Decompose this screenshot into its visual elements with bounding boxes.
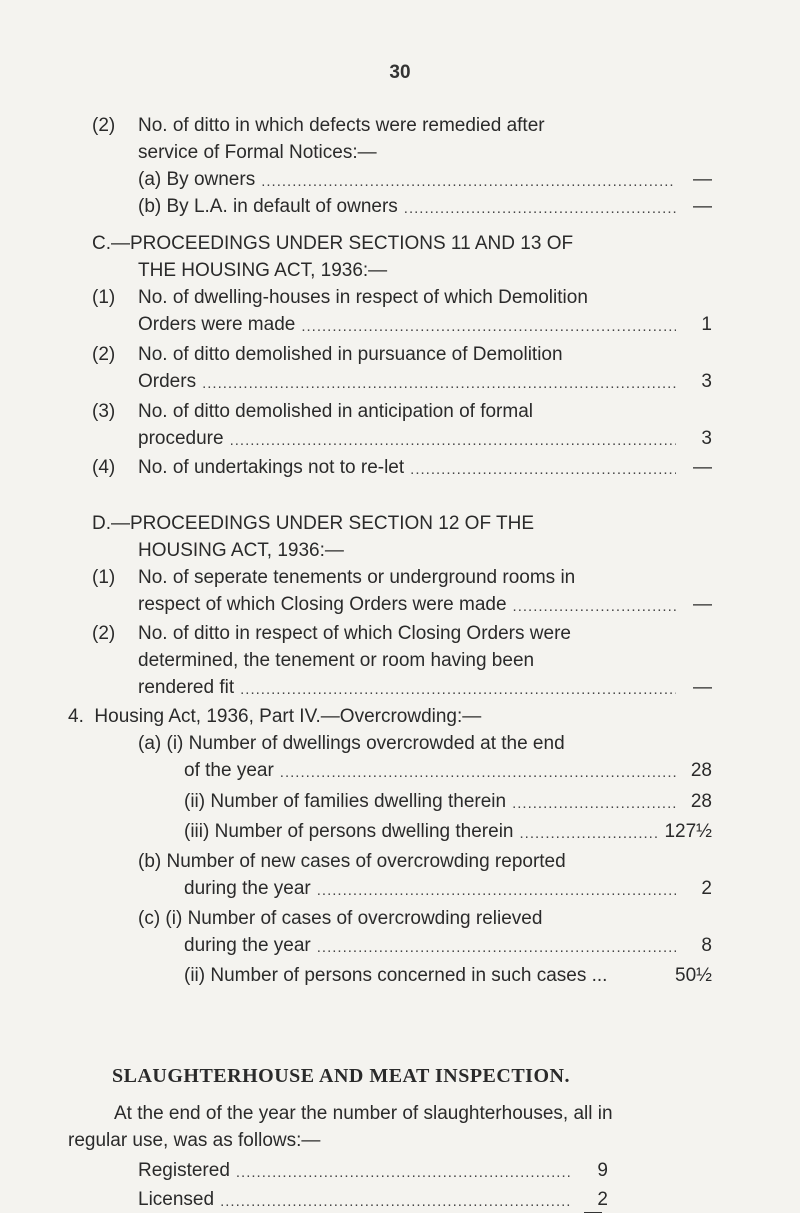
- value-line: [138, 368, 712, 395]
- line-label: Registered: [138, 1160, 230, 1181]
- line-value: 50½: [675, 965, 712, 986]
- section-d-item-1: [92, 564, 712, 618]
- line-value: 8: [701, 935, 712, 956]
- line-value: —: [693, 457, 712, 478]
- heading-line: HOUSING ACT, 1936:—: [138, 540, 344, 561]
- section-c-item-4: [92, 454, 712, 481]
- overcrowding-a-ii: [184, 788, 712, 815]
- item-number: (2): [92, 344, 116, 365]
- line-label: procedure: [138, 428, 224, 449]
- section-c-item-2: [92, 341, 712, 395]
- overcrowding-a-iii: [184, 818, 712, 845]
- overcrowding-c-ii: [184, 962, 712, 989]
- slaughter-paragraph: [68, 1100, 718, 1154]
- value-line: [138, 674, 712, 701]
- leader-dots: [261, 171, 676, 193]
- line-value: —: [693, 594, 712, 615]
- line-value: 2: [701, 878, 712, 899]
- licensed-row: [138, 1186, 608, 1213]
- section-d-item-2: [92, 620, 712, 701]
- value-line: [184, 818, 712, 845]
- leader-dots: [230, 430, 676, 452]
- text-line: No. of dwelling-houses in respect of which Demolition: [138, 287, 588, 308]
- leader-dots: [317, 880, 676, 902]
- section-4-heading: 4. Housing Act, 1936, Part IV.—Overcrowding:—: [68, 706, 482, 727]
- leader-dots: [512, 793, 676, 815]
- value-line: [138, 1186, 608, 1213]
- item-number: (2): [92, 623, 116, 644]
- page-number: 30: [389, 62, 411, 83]
- registered-row: [138, 1157, 608, 1184]
- leader-dots: [404, 198, 676, 220]
- line-value: —: [693, 677, 712, 698]
- text-line: service of Formal Notices:—: [138, 142, 377, 163]
- line-value: 28: [690, 760, 712, 781]
- line-value: 2: [597, 1189, 608, 1210]
- text-line: No. of ditto in respect of which Closing Orders were: [138, 623, 571, 644]
- line-label: Licensed: [138, 1189, 215, 1210]
- line-value: —: [693, 196, 712, 217]
- line-label: (ii) Number of persons concerned in such cases ...: [184, 965, 608, 986]
- heading-line: C.—PROCEEDINGS UNDER SECTIONS 11 AND 13 OF: [92, 233, 574, 254]
- leader-dots: [513, 596, 676, 618]
- section-title: SLAUGHTERHOUSE AND MEAT INSPECTION.: [112, 1065, 570, 1087]
- leader-dots: [519, 823, 658, 845]
- item-number: (3): [92, 401, 116, 422]
- value-line: [184, 757, 712, 784]
- line-label: (a) By owners: [138, 169, 256, 190]
- heading-line: D.—PROCEEDINGS UNDER SECTION 12 OF THE: [92, 513, 534, 534]
- line-value: —: [693, 169, 712, 190]
- overcrowding-a-i: [138, 730, 712, 784]
- line-by-owners: [138, 166, 712, 193]
- value-line: [138, 454, 712, 481]
- value-line: [184, 875, 712, 902]
- line-label: of the year: [184, 760, 274, 781]
- line-value: 28: [690, 791, 712, 812]
- section-c-item-3: [92, 398, 712, 452]
- item-number: (4): [92, 457, 116, 478]
- line-value: 9: [597, 1160, 608, 1181]
- item-b2: [92, 112, 712, 220]
- item-number: (1): [92, 567, 116, 588]
- heading-line: THE HOUSING ACT, 1936:—: [138, 260, 388, 281]
- line-value: 127½: [664, 821, 712, 842]
- line-value: 3: [701, 428, 712, 449]
- leader-dots: [236, 1162, 572, 1184]
- item-number: (1): [92, 287, 116, 308]
- section-c-heading: [92, 230, 712, 284]
- leader-dots: [220, 1191, 572, 1213]
- value-line: [184, 788, 712, 815]
- line-label: Orders: [138, 371, 197, 392]
- line-label: (b) By L.A. in default of owners: [138, 196, 398, 217]
- line-label: (ii) Number of families dwelling therein: [184, 791, 507, 812]
- line-value: 3: [701, 371, 712, 392]
- leader-dots: [410, 459, 676, 481]
- leader-dots: [240, 679, 676, 701]
- line-value: 1: [701, 314, 712, 335]
- line-by-la: [138, 193, 712, 220]
- text-line: No. of ditto in which defects were remedied after: [138, 115, 545, 136]
- value-line: [138, 311, 712, 338]
- leader-dots: [202, 373, 676, 395]
- value-line: [184, 962, 712, 989]
- text-line: No. of seperate tenements or underground rooms in: [138, 567, 576, 588]
- overcrowding-b: [138, 848, 712, 902]
- value-line: [138, 591, 712, 618]
- text-line: regular use, was as follows:—: [68, 1130, 321, 1151]
- text-line: (a) (i) Number of dwellings overcrowded at the end: [138, 733, 565, 754]
- line-label: respect of which Closing Orders were made: [138, 594, 507, 615]
- text-line: No. of ditto demolished in pursuance of Demolition: [138, 344, 563, 365]
- value-line: [138, 425, 712, 452]
- item-number: (2): [92, 115, 116, 136]
- text-line: determined, the tenement or room having been: [138, 650, 535, 671]
- value-line: [184, 932, 712, 959]
- line-label: during the year: [184, 878, 311, 899]
- section-c-item-1: [92, 284, 712, 338]
- text-line: At the end of the year the number of slaughterhouses, all in: [114, 1103, 613, 1124]
- line-label: rendered fit: [138, 677, 235, 698]
- line-label: Orders were made: [138, 314, 296, 335]
- line-label: (iii) Number of persons dwelling therein: [184, 821, 514, 842]
- line-label: No. of undertakings not to re-let: [138, 457, 405, 478]
- text-line: (c) (i) Number of cases of overcrowding relieved: [138, 908, 543, 929]
- overcrowding-c-i: [138, 905, 712, 959]
- item-text: [138, 112, 712, 220]
- text-line: No. of ditto demolished in anticipation of formal: [138, 401, 533, 422]
- text-line: (b) Number of new cases of overcrowding reported: [138, 851, 566, 872]
- leader-dots: [301, 316, 676, 338]
- line-label: during the year: [184, 935, 311, 956]
- leader-dots: [280, 762, 676, 784]
- leader-dots: [317, 937, 676, 959]
- section-d-heading: [92, 510, 712, 564]
- value-line: [138, 1157, 608, 1184]
